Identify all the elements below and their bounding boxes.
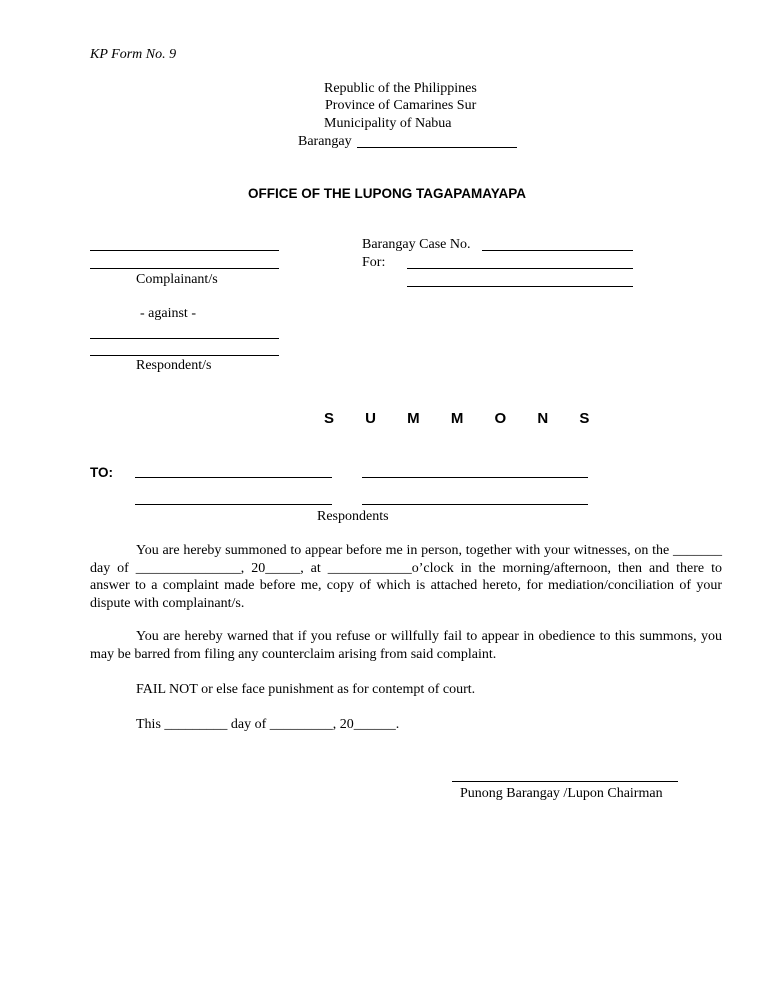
respondent-line-1[interactable] [90,338,279,339]
respondent-label: Respondent/s [136,358,212,373]
paragraph-warning-text: You are hereby warned that if you refuse or willfully fail to appear in obedience to this summons, you may be barred from filing any counterclaim arising from said complaint. [90,629,722,662]
signature-label: Punong Barangay /Lupon Chairman [460,786,663,801]
respondent-name-field-2[interactable] [362,477,588,478]
body-paragraph-3 [90,681,722,699]
complainant-line-1[interactable] [90,250,279,251]
office-title: OFFICE OF THE LUPONG TAGAPAMAYAPA [248,186,527,201]
for-label: For: [362,255,386,270]
case-no-field[interactable] [482,250,633,251]
against-label: - against - [140,306,196,321]
respondent-line-2[interactable] [90,355,279,356]
body-paragraph-2 [90,628,722,663]
for-field-line-2[interactable] [407,286,633,287]
header-province: Province of Camarines Sur [325,98,477,113]
paragraph-fail-not-text: FAIL NOT or else face punishment as for contempt of court. [136,682,476,697]
respondent-name-field-1[interactable] [135,477,332,478]
respondent-name-field-3[interactable] [135,504,332,505]
barangay-name-field[interactable] [357,147,517,148]
form-number: KP Form No. 9 [90,47,177,62]
signature-line[interactable] [452,781,678,782]
paragraph-date-text: This _________ day of _________, 20______. [136,717,400,732]
case-no-label: Barangay Case No. [362,237,471,252]
to-label: TO: [90,465,113,480]
body-paragraph-1 [90,542,722,612]
respondents-label: Respondents [317,509,389,524]
header-barangay-label: Barangay [298,134,352,149]
body-paragraph-4 [90,716,722,734]
header-municipality: Municipality of Nabua [324,116,452,131]
header-republic: Republic of the Philippines [324,81,477,96]
respondent-name-field-4[interactable] [362,504,588,505]
complainant-line-2[interactable] [90,268,279,269]
for-field-line-1[interactable] [407,268,633,269]
paragraph-summons-text: You are hereby summoned to appear before me in person, together with your witnesses, on the _______ day of _______________, 20_____, at ____________o’clock in the morning/afternoon, then and there to answer to a complaint made before me, copy of which is attached hereto, for mediation/conciliation of your dispute with complainant/s. [90,543,722,611]
complainant-label: Complainant/s [136,272,218,287]
document-title: S U M M O N S [324,410,603,427]
